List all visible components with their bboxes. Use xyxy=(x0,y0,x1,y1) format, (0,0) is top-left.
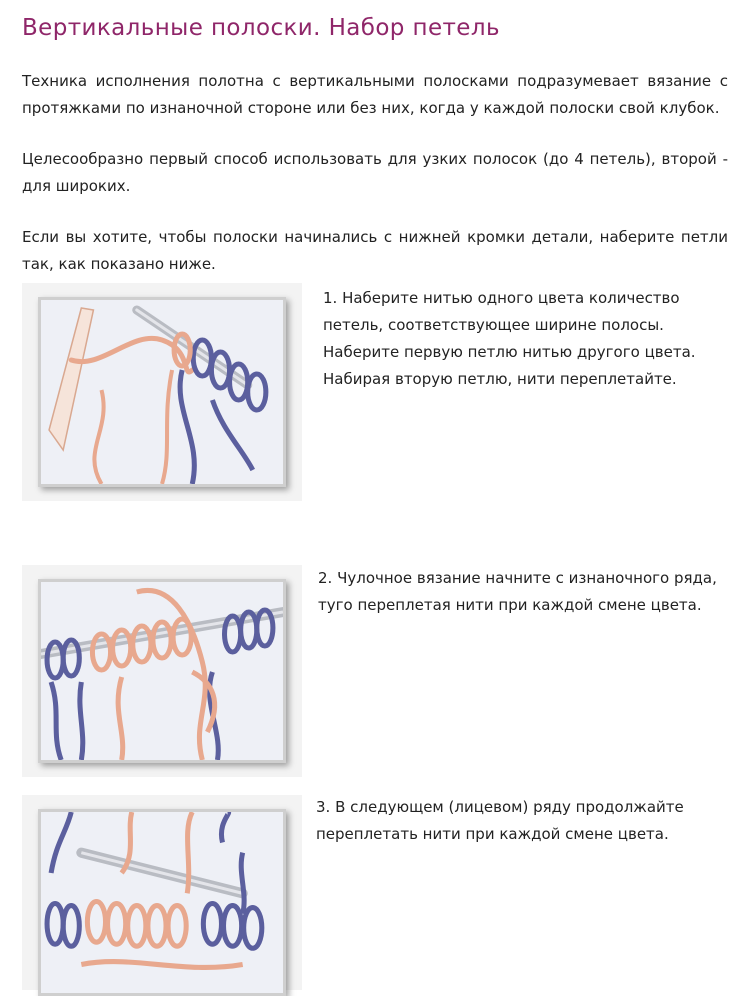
purl-row-drawing xyxy=(41,582,283,760)
illustration-frame xyxy=(38,579,286,763)
knit-row-drawing xyxy=(41,812,283,993)
page-title: Вертикальные полоски. Набор петель xyxy=(22,15,500,41)
instruction-paragraph: Если вы хотите, чтобы полоски начинались с нижней кромки детали, наберите петли так, как показано ниже. xyxy=(22,228,728,273)
step-1-text: 1. Наберите нитью одного цвета количество петель, соответствующее ширине полосы. Наберите первую петлю нитью другого цвета. Набирая вторую петлю, нити переплетайте. xyxy=(323,289,696,388)
illustration-frame xyxy=(38,297,286,487)
step-3-text: 3. В следующем (лицевом) ряду продолжайте переплетать нити при каждой смене цвета. xyxy=(316,798,684,843)
step-2-illustration xyxy=(22,565,302,777)
step-3-illustration xyxy=(22,795,302,990)
step-1-illustration xyxy=(22,283,302,501)
method-paragraph: Целесообразно первый способ использовать для узких полосок (до 4 петель), второй - для широких. xyxy=(22,150,728,195)
step-2-text: 2. Чулочное вязание начните с изнаночного ряда, туго переплетая нити при каждой смене цвета. xyxy=(318,569,717,614)
illustration-frame xyxy=(38,809,286,996)
intro-paragraph: Техника исполнения полотна с вертикальными полосками подразумевает вязание с протяжками по изнаночной стороне или без них, когда у каждой полоски свой клубок. xyxy=(22,72,728,117)
knitting-cast-on-drawing xyxy=(41,300,283,484)
